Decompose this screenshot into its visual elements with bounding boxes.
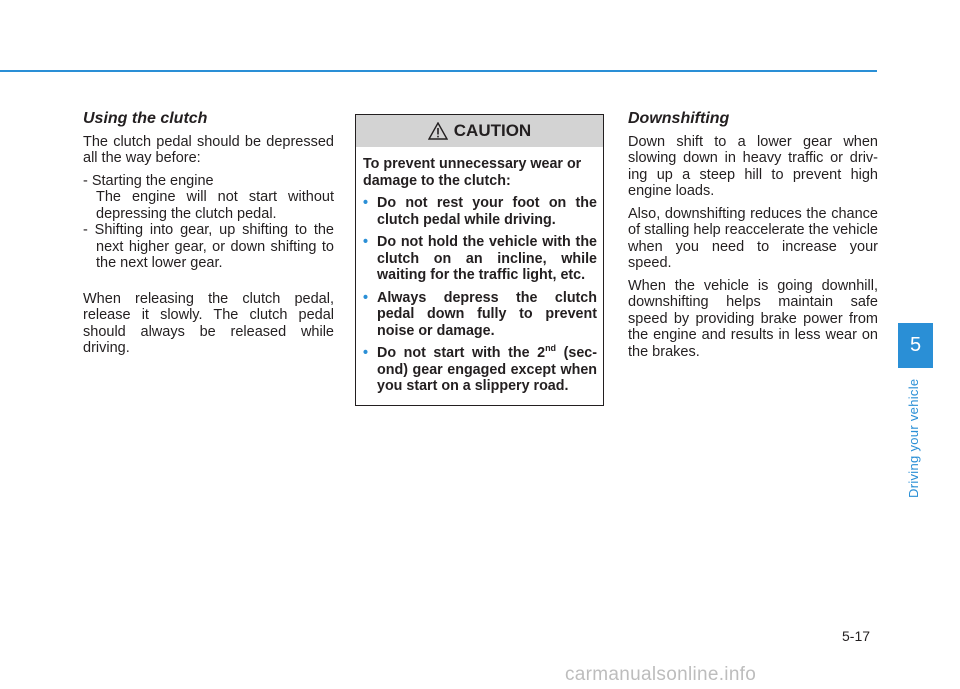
clutch-closing: When releasing the clutch pedal, release it slowly. The clutch pedal should always be released while driving. [83,290,334,356]
ordinal-suffix: nd [545,343,557,354]
caution-body [356,147,603,395]
caution-bullet-text: Do not hold the vehicle with the clutch on an incline, while waiting for the traffic light, etc. [377,234,597,283]
caution-bullet [363,290,597,340]
chapter-tab [898,323,933,368]
left-column [83,108,334,357]
caution-box [355,114,604,406]
page-number: 5-17 [842,628,871,644]
header-rule [0,70,877,72]
caution-bullet-text: Do not rest your foot on the clutch pedal while driving. [377,195,597,228]
chapter-title: Driving your vehicle [906,378,921,498]
caution-bullet [363,195,597,228]
downshift-paragraph: Down shift to a lower gear when slowing down in heavy traffic or driv- ing up a steep hill to prevent high engine loads. [628,133,878,199]
bullet-icon: • [363,345,369,361]
bullet-icon: • [363,289,369,306]
section-title-using-clutch: Using the clutch [83,110,208,127]
caution-header [356,115,603,147]
caution-bullet [363,234,597,284]
caution-bullet [363,345,597,395]
caution-intro: To prevent unnecessary wear or damage to the clutch: [363,156,582,189]
list-item: - Shifting into gear, up shifting to the next higher gear, or down shifting to the next lower gear. [83,222,334,271]
caution-bullet-text-start: Do not start with the 2 [377,345,546,361]
caution-bullet-text-end: (sec- ond) gear engaged except when you start on a slippery road. [377,345,597,394]
right-column [628,108,878,360]
downshift-paragraph: Also, downshifting reduces the chance of stalling help reaccelerate the vehicle when you need to increase your speed. [628,205,878,271]
bullet-icon: • [363,234,369,250]
caution-heading: CAUTION [453,121,532,140]
clutch-intro: The clutch pedal should be depressed all the way before: [83,133,334,166]
list-item: - Starting the engine [83,172,214,189]
bullet-icon: • [363,195,369,211]
warning-triangle-icon [428,122,448,140]
section-title-downshifting: Downshifting [628,110,730,127]
watermark: carmanualsonline.info [565,664,757,685]
caution-bullet-text: Always depress the clutch pedal down fully to prevent noise or damage. [377,289,597,339]
chapter-number: 5 [909,334,922,356]
downshift-paragraph: When the vehicle is going downhill, downshifting helps maintain safe speed by providing brake power from the engine and results in less wear on the brakes. [628,277,878,360]
list-item-detail: The engine will not start without depressing the clutch pedal. [96,189,334,222]
